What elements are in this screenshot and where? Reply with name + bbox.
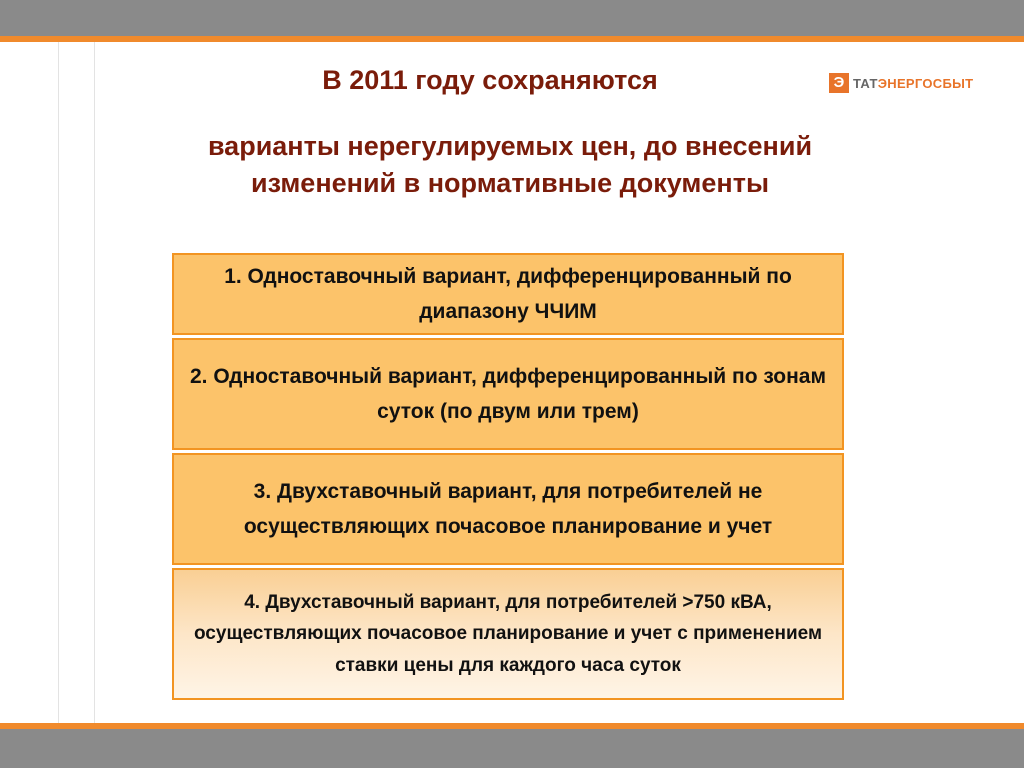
option-text-3: 3. Двухставочный вариант, для потребителей не осуществляющих почасовое планирование и учет [243, 480, 773, 538]
option-text-4: 4. Двухставочный вариант, для потребителей >750 кВА, осуществляющих почасовое планирование и учет с применением ставки цены для каждого часа суток [193, 591, 823, 676]
logo-e-mark-icon: Э [829, 73, 849, 93]
top-gray-bar [0, 0, 1024, 36]
slide-subtitle: варианты нерегулируемых цен, до внесений изменений в нормативные документы [207, 131, 813, 198]
option-box-1 [172, 253, 844, 335]
option-text-1: 1. Одноставочный вариант, дифференцированный по диапазону ЧЧИМ [224, 265, 792, 323]
slide-title: В 2011 году сохраняются [322, 65, 658, 95]
logo-text-suffix: ЭНЕРГОСБЫТ [877, 75, 974, 91]
option-text-2: 2. Одноставочный вариант, дифференцированный по зонам суток (по двум или трем) [189, 365, 827, 423]
top-orange-stripe [0, 36, 1024, 42]
logo-text [853, 76, 973, 91]
price-options-list [172, 253, 844, 700]
bottom-gray-bar [0, 729, 1024, 768]
option-box-4 [172, 568, 844, 700]
option-box-2 [172, 338, 844, 450]
company-logo [829, 72, 973, 94]
option-box-3 [172, 453, 844, 565]
logo-text-prefix: ТАТ [853, 75, 878, 91]
guide-line-left [58, 42, 59, 723]
guide-line-right [94, 42, 95, 723]
